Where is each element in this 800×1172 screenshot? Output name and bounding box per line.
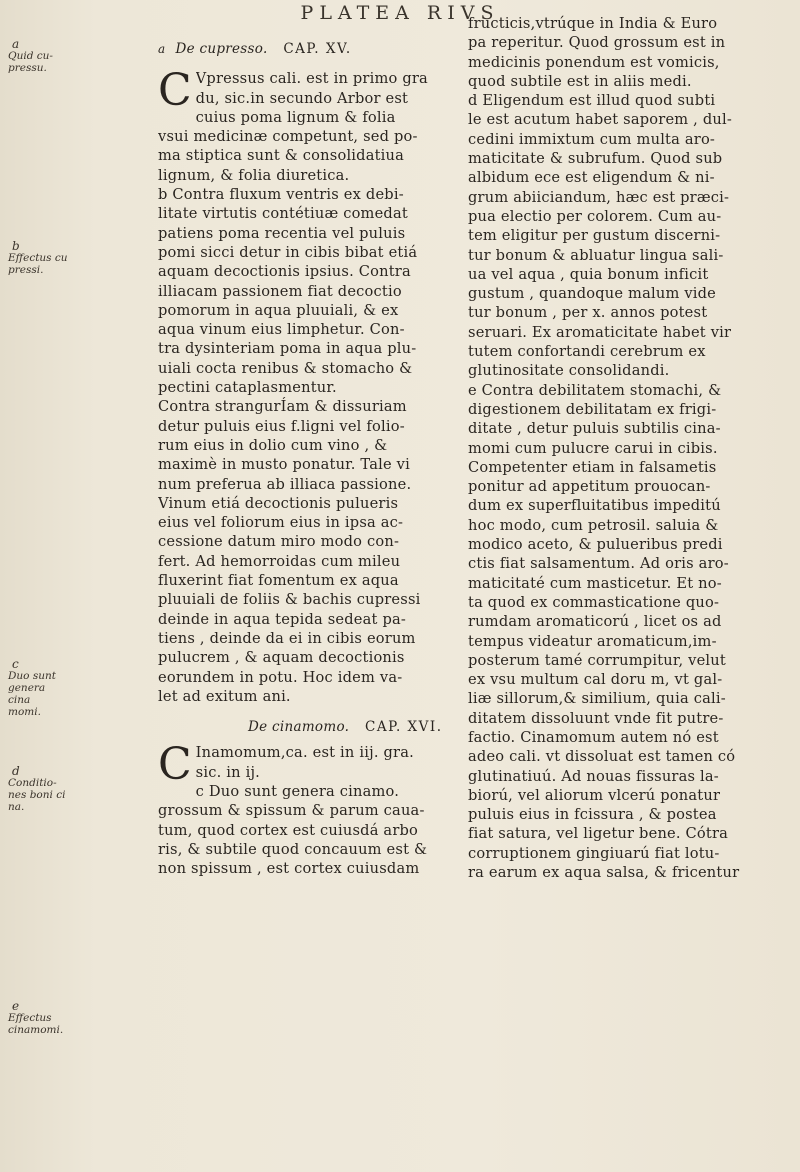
- text-line: adeo cali. vt dissoluat est tamen có: [468, 748, 736, 766]
- margin-note-text: Effectus cinamomi.: [8, 1012, 64, 1036]
- text-line: pomorum in aqua pluuiali, & ex: [158, 301, 399, 319]
- margin-mark: e: [12, 999, 20, 1013]
- text-line: aqua vinum eius limphetur. Con-: [158, 321, 405, 339]
- text-line: ta quod ex commasticatione quo-: [468, 593, 720, 611]
- text-line: pa reperitur. Quod grossum est in: [468, 34, 726, 52]
- text-line: tempus videatur aromaticum,im-: [468, 632, 717, 650]
- margin-note-text: Conditio- nes boni ci na.: [8, 777, 66, 813]
- text-line: ponitur ad appetitum prouocan-: [468, 478, 711, 496]
- text-line: albidum ece est eligendum & ni-: [468, 169, 715, 187]
- margin-note-text: Quid cu- pressu.: [8, 50, 53, 74]
- text-line: digestionem debilitatam ex frigi-: [468, 400, 717, 418]
- text-line: d Eligendum est illud quod subti: [468, 92, 716, 110]
- text-line: biorú, vel aliorum vlcerú ponatur: [468, 786, 721, 804]
- text-line: cedini immixtum cum multa aro-: [468, 130, 716, 148]
- text-line: tra dysinteriam poma in aqua plu-: [158, 340, 417, 358]
- text-line: eius vel foliorum eius in ipsa ac-: [158, 514, 404, 532]
- text-line: let ad exitum ani.: [158, 687, 291, 705]
- text-line: fert. Ad hemorroidas cum mileu: [158, 552, 401, 570]
- text-line: Vpressus cali. est in primo gra: [195, 70, 428, 88]
- text-lines: [468, 14, 768, 882]
- margin-note-text: Effectus cu pressi.: [8, 252, 68, 276]
- text-line: tutem confortandi cerebrum ex: [468, 343, 706, 361]
- text-line: rum eius in dolio cum vino , &: [158, 436, 388, 454]
- text-line: uiali cocta renibus & stomacho &: [158, 359, 413, 377]
- margin-note-4: [8, 765, 70, 813]
- chapter-heading-cupresso: [158, 40, 462, 59]
- text-line: quod subtile est in aliis medi.: [468, 72, 692, 90]
- chapter-number: CAP. XV.: [283, 41, 352, 57]
- text-line: lignum, & folia diuretica.: [158, 166, 350, 184]
- text-line: patiens poma recentia vel puluis: [158, 224, 406, 242]
- text-line: corruptionem gingiuarú fiat lotu-: [468, 844, 720, 862]
- text-line: maticitaté cum masticetur. Et no-: [468, 574, 722, 592]
- text-line: num preferua ab illiaca passione.: [158, 475, 412, 493]
- text-line: fiat satura, vel ligetur bene. Cótra: [468, 825, 729, 843]
- text-line: aquam decoctionis ipsius. Contra: [158, 263, 411, 281]
- text-line: momi cum pulucre carui in cibis.: [468, 439, 718, 457]
- drop-cap-c: C: [158, 65, 192, 117]
- margin-note-1: [8, 38, 70, 74]
- chapter-body-cinamomo: [158, 739, 462, 878]
- text-line: seruari. Ex aromaticitate habet vir: [468, 323, 732, 341]
- text-lines: [158, 739, 462, 878]
- chapter-title: De cinamomo.: [248, 719, 350, 736]
- text-line: b Contra fluxum ventris ex debi-: [158, 186, 404, 204]
- text-line: fructicis,vtrúque in India & Euro: [468, 15, 718, 32]
- text-line: pulucrem , & aquam decoctionis: [158, 649, 405, 667]
- text-line: ex vsu multum cal doru m, vt gal-: [468, 671, 723, 689]
- right-column: [468, 14, 768, 882]
- margin-mark: c: [12, 657, 19, 671]
- margin-mark: b: [12, 239, 20, 253]
- text-line: litate virtutis contétiuæ comedat: [158, 205, 408, 223]
- text-line: medicinis ponendum est vomicis,: [468, 53, 720, 71]
- margin-note-text: Duo sunt genera cina momi.: [8, 670, 56, 718]
- text-line: dum ex superfluitatibus impeditú: [468, 497, 721, 515]
- text-line: ctis fiat salsamentum. Ad oris aro-: [468, 555, 729, 573]
- text-line: cuius poma lignum & folia: [195, 108, 396, 126]
- text-line: grossum & spissum & parum caua-: [158, 802, 425, 820]
- text-line: le est acutum habet saporem , dul-: [468, 111, 732, 129]
- text-line: cessione datum miro modo con-: [158, 533, 400, 551]
- text-line: glutinatiuú. Ad nouas fissuras la-: [468, 767, 719, 785]
- left-column: [158, 40, 462, 878]
- text-line: deinde in aqua tepida sedeat pa-: [158, 610, 407, 628]
- text-line: Contra strangurÍam & dissuriam: [158, 398, 407, 416]
- text-lines: [158, 65, 462, 706]
- margin-note-2: [8, 240, 70, 276]
- text-line: Competenter etiam in falsametis: [468, 458, 717, 476]
- text-line: factio. Cinamomum autem nó est: [468, 728, 719, 746]
- text-line: ra earum ex aqua salsa, & fricentur: [468, 864, 740, 882]
- text-line: maximè in musto ponatur. Tale vi: [158, 456, 410, 474]
- text-line: glutinositate consolidandi.: [468, 362, 670, 380]
- text-line: ma stiptica sunt & consolidatiua: [158, 147, 405, 165]
- text-line: eorundem in potu. Hoc idem va-: [158, 668, 403, 686]
- text-line: fluxerint fiat fomentum ex aqua: [158, 572, 399, 590]
- text-line: posterum tamé corrumpitur, velut: [468, 651, 726, 669]
- text-line: tur bonum , per x. annos potest: [468, 304, 708, 322]
- text-line: Inamomum,ca. est in iij. gra.: [195, 744, 414, 762]
- text-line: pluuiali de foliis & bachis cupressi: [158, 591, 421, 609]
- chapter-heading-cinamomo: [158, 718, 462, 737]
- text-line: detur puluis eius f.ligni vel folio-: [158, 417, 405, 435]
- text-line: pomi sicci detur in cibis bibat etiá: [158, 243, 418, 261]
- text-line: Vinum etiá decoctionis pulueris: [158, 494, 399, 512]
- text-line: tiens , deinde da ei in cibis eorum: [158, 629, 416, 647]
- text-line: grum abiiciandum, hæc est præci-: [468, 188, 730, 206]
- section-mark: a: [158, 42, 167, 56]
- text-line: tum, quod cortex est cuiusdá arbo: [158, 821, 419, 839]
- chapter-number: CAP. XVI.: [365, 719, 443, 736]
- text-line: tem eligitur per gustum discerni-: [468, 227, 721, 245]
- text-line: hoc modo, cum petrosil. saluia &: [468, 516, 719, 534]
- chapter-title: De cupresso.: [175, 41, 268, 57]
- text-line: du, sic.in secundo Arbor est: [195, 89, 409, 107]
- margin-note-5: [8, 1000, 70, 1036]
- margin-note-3: [8, 658, 70, 718]
- chapter-body-cupresso: [158, 65, 462, 706]
- text-line: vsui medicinæ competunt, sed po-: [158, 128, 418, 146]
- text-line: pua electio per colorem. Cum au-: [468, 207, 722, 225]
- text-line: modico aceto, & pulueribus predi: [468, 536, 723, 554]
- text-line: liæ sillorum,& similium, quia cali-: [468, 690, 726, 708]
- text-line: ua vel aqua , quia bonum inficit: [468, 265, 709, 283]
- margin-mark: d: [12, 764, 20, 778]
- running-head: PLATEA RIVS: [300, 2, 500, 24]
- text-line: ditatem dissoluunt vnde fit putre-: [468, 709, 724, 727]
- text-line: pectini cataplasmentur.: [158, 379, 337, 397]
- text-line: c Duo sunt genera cinamo.: [195, 782, 400, 800]
- text-line: maticitate & subrufum. Quod sub: [468, 150, 723, 168]
- text-line: gustum , quandoque malum vide: [468, 285, 717, 303]
- text-line: tur bonum & abluatur lingua sali-: [468, 246, 724, 264]
- text-line: e Contra debilitatem stomachi, &: [468, 381, 722, 399]
- text-line: ditate , detur puluis subtilis cina-: [468, 420, 721, 438]
- text-line: rumdam aromaticorú , licet os ad: [468, 613, 722, 631]
- text-line: non spissum , est cortex cuiusdam: [158, 860, 420, 878]
- text-line: illiacam passionem fiat decoctio: [158, 282, 402, 300]
- text-line: sic. in ij.: [195, 763, 261, 781]
- text-line: ris, & subtile quod concauum est &: [158, 840, 428, 858]
- text-line: puluis eius in fcissura , & postea: [468, 806, 717, 824]
- drop-cap-c: C: [158, 739, 192, 791]
- margin-mark: a: [12, 37, 20, 51]
